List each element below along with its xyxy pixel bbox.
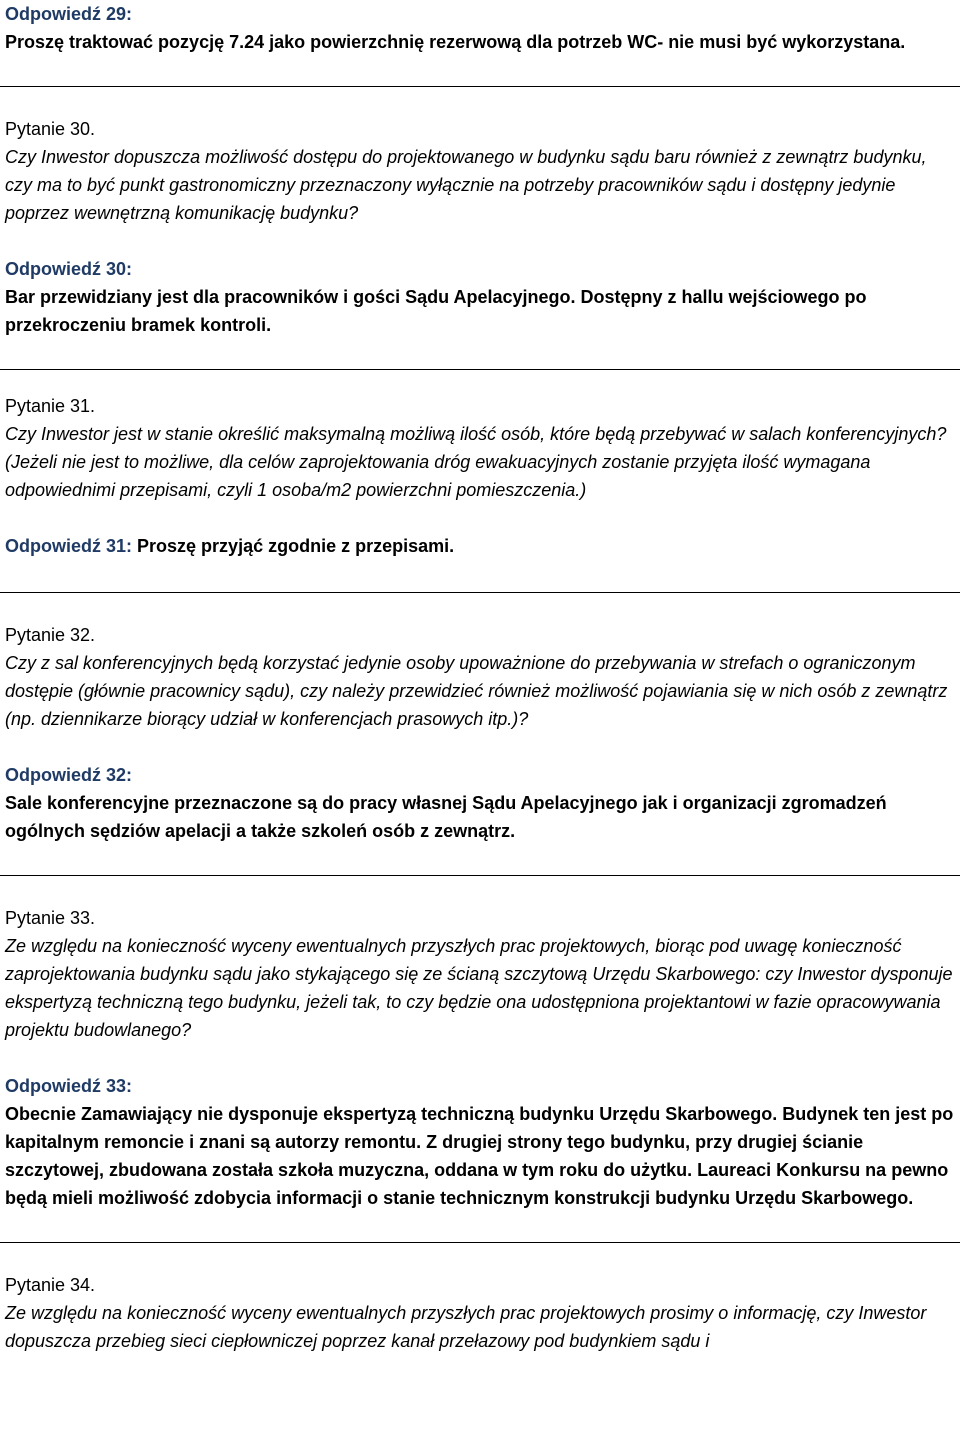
qa-32 (5, 621, 955, 845)
question-label: Pytanie 31. (5, 396, 96, 416)
answer-text: Proszę przyjąć zgodnie z przepisami. (137, 536, 455, 556)
answer-29 (5, 0, 955, 56)
qa-34 (5, 1271, 955, 1355)
section-divider (0, 369, 960, 370)
answer-label: Odpowiedź 29: (5, 4, 133, 24)
answer-label: Odpowiedź 30: (5, 259, 133, 279)
question-label: Pytanie 30. (5, 119, 96, 139)
question-label: Pytanie 32. (5, 625, 96, 645)
section-divider (0, 86, 960, 87)
qa-33 (5, 904, 955, 1212)
answer-label: Odpowiedź 31: (5, 536, 133, 556)
question-label: Pytanie 34. (5, 1275, 96, 1295)
qa-30 (5, 115, 955, 339)
document-page (5, 0, 955, 1355)
answer-text: Bar przewidziany jest dla pracowników i gości Sądu Apelacyjnego. Dostępny z hallu wejściowego po przekroczeniu bramek kontroli. (5, 287, 867, 335)
answer-text: Sale konferencyjne przeznaczone są do pracy własnej Sądu Apelacyjnego jak i organizacji zgromadzeń ogólnych sędziów apelacji a także szkoleń osób z zewnątrz. (5, 793, 887, 841)
answer-text: Obecnie Zamawiający nie dysponuje ekspertyzą techniczną budynku Urzędu Skarbowego. Budynek ten jest po kapitalnym remoncie i znani są autorzy remontu. Z drugiej strony tego budynku, przy drugiej ścianie szczytowej, zbudowana została szkoła muzyczna, oddana w tym roku do użytku. Laureaci Konkursu na pewno będą mieli możliwość zdobycia informacji o stanie technicznym konstrukcji budynku Urzędu Skarbowego. (5, 1104, 954, 1208)
answer-label: Odpowiedź 32: (5, 765, 133, 785)
question-text: Czy Inwestor jest w stanie określić maksymalną możliwą ilość osób, które będą przebywać w salach konferencyjnych? (Jeżeli nie jest to możliwe, dla celów zaprojektowania dróg ewakuacyjnych zostanie przyjęta ilość wymagana odpowiednimi przepisami, czyli 1 osoba/m2 powierzchni pomieszczenia.) (5, 424, 947, 500)
question-text: Czy Inwestor dopuszcza możliwość dostępu do projektowanego w budynku sądu baru również z zewnątrz budynku, czy ma to być punkt gastronomiczny przeznaczony wyłącznie na potrzeby pracowników sądu i dostępny jedynie poprzez wewnętrzną komunikację budynku? (5, 147, 927, 223)
question-text: Czy z sal konferencyjnych będą korzystać jedynie osoby upoważnione do przebywania w strefach o ograniczonym dostępie (głównie pracownicy sądu), czy należy przewidzieć również możliwość pojawiania się w nich osób z zewnątrz (np. dziennikarze biorący udział w konferencjach prasowych itp.)? (5, 653, 948, 729)
section-divider (0, 592, 960, 593)
qa-31 (5, 392, 955, 560)
answer-label: Odpowiedź 33: (5, 1076, 133, 1096)
question-text: Ze względu na konieczność wyceny ewentualnych przyszłych prac projektowych, biorąc pod uwagę konieczność zaprojektowania budynku sądu jako stykającego się ze ścianą szczytową Urzędu Skarbowego: czy Inwestor dysponuje ekspertyzą techniczną tego budynku, jeżeli tak, to czy będzie ona udostępniona projektantowi w fazie opracowywania projektu budowlanego? (5, 936, 953, 1040)
question-text: Ze względu na konieczność wyceny ewentualnych przyszłych prac projektowych prosimy o informację, czy Inwestor dopuszcza przebieg sieci ciepłowniczej poprzez kanał przełazowy pod budynkiem sądu i (5, 1303, 927, 1351)
section-divider (0, 875, 960, 876)
question-label: Pytanie 33. (5, 908, 96, 928)
answer-text: Proszę traktować pozycję 7.24 jako powierzchnię rezerwową dla potrzeb WC- nie musi być wykorzystana. (5, 32, 906, 52)
section-divider (0, 1242, 960, 1243)
